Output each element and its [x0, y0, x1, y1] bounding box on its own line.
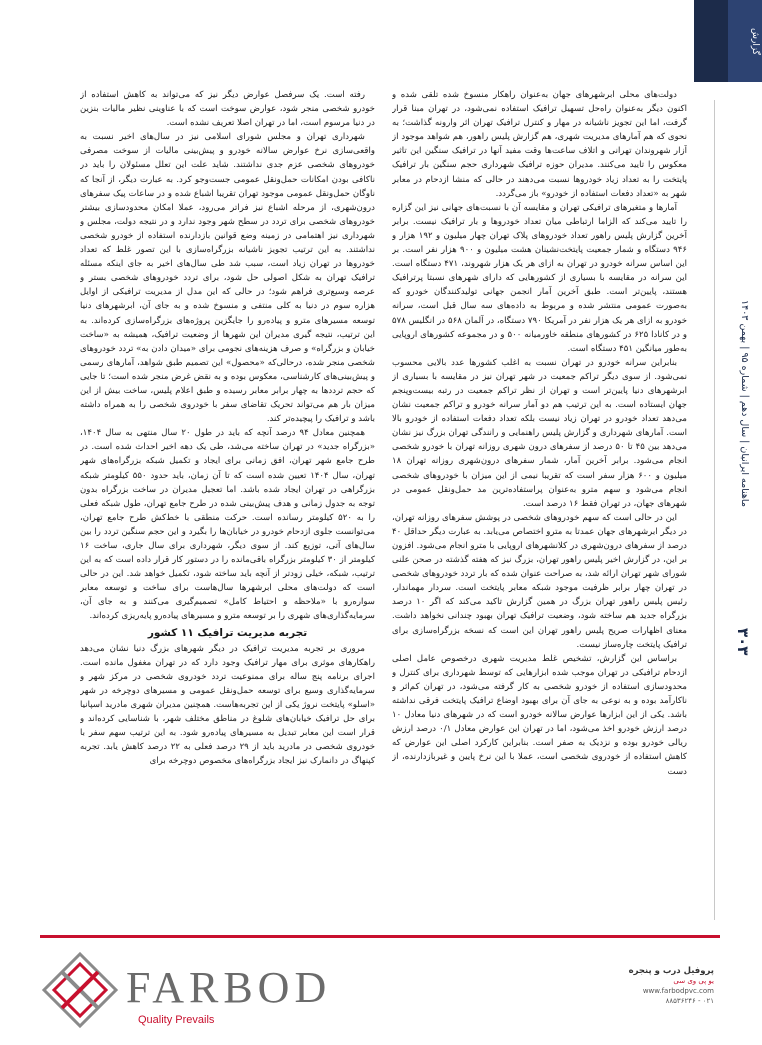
paragraph: این در حالی است که سهم خودروهای شخصی در پوشش سفرهای روزانه تهران، در دیگر ابرشهرهای جهان عمدتا به مترو اختصاص می‌یابد. به عبارت دیگر حداقل ۴۰ درصد از سفرهای درون‌شهری در کلانشهرهای اروپایی با مترو انجام می‌شود. افزون بر این، در گزارش اخیر پلیس راهور تهران، بزرگ نیز که هفته گذشته در صحن علنی شورای شهر تهران ارائه شد، به صراحت عنوان شده که بار تردد خودروهای شخصی در تهران چهار برابر ظرفیت موجود شبکه معابر پایتخت است. سردار مهماندار، رئیس پلیس راهور تهران بزرگ در همین گزارش تاکید می‌کند که اگر ۱۰ درصد بزرگراه جدید هم ساخته شود، وضعیت ترافیک تهران بهبود چندانی نخواهد داشت. معنای اظهارات صریح پلیس راهور تهران این است که نسخه بزرگراه‌سازی برای ترافیک پایتخت چاره‌ساز نیست.	[392, 512, 687, 650]
brand-name: FARBOD	[126, 963, 332, 1012]
paragraph: دولت‌های محلی ابرشهرهای جهان به‌عنوان راهکار منسوخ شده تلقی شده و اکنون دیگر به‌عنوان راه‌حل تسهیل ترافیک استفاده نمی‌شود، در تهران مبنا قرار گرفت، اما این تجویز ناشیانه در مهار و کنترل ترافیک تهران اثر وارونه گذاشت؛ به نحوی که هم آمارهای مدیریت شهری، هم گزارش پلیس راهور، هم شواهد موجود از آزار شهروندان تهرانی و اتلاف ساعت‌ها وقت مفید آنها در ترافیک سنگین این تاثیر معکوس را تایید می‌کنند. مدیران حوزه ترافیک شهرداری حجم سنگین بار ترافیک پایتخت را به تعداد زیاد خودروها نسبت می‌دهند در حالی که منشا ازدحام در معابر شهر به «تعداد دفعات استفاده از خودرو» باز می‌گردد.	[392, 90, 687, 199]
paragraph: شهرداری تهران و مجلس شورای اسلامی نیز در سال‌های اخیر نسبت به واقعی‌سازی نرخ عوارض سالانه خودرو و پیش‌بینی مالیات از سوخت مصرفی خودروهای شخصی عزم جدی نداشتند. شاید علت این تعلل مسئولان را باید در ناکافی بودن امکانات حمل‌ونقل عمومی جست‌وجو کرد. به عبارت دیگر، از آنجا که ناوگان حمل‌ونقل عمومی موجود تهران تقریبا اشباع شده و در ساعات پیک سفرهای درون‌شهری، از مرحله اشباع نیز فراتر می‌رود، عملا امکان محدودسازی بیشتر خودروهای شخصی برای تردد در سطح شهر وجود ندارد و در نتیجه دولت، مجلس و شهرداری نیز اهتمامی در زمینه وضع قوانین بازدارنده استفاده از خودرو شخصی نداشتند. به این ترتیب تجویز ناشیانه بزرگراه‌سازی با این تصور غلط که تعداد خودروها در تهران زیاد است، سبب شد طی سال‌های اخیر به جای اینکه مسئله ترافیک تهران به شکل اصولی حل شود، برای تردد خودروهای شخصی بستر و عرصه وسیع‌تری فراهم شود؛ در حالی که این مدل از مدیریت ترافیکی از اوایل هزاره سوم در دنیا به کلی منتفی و منسوخ شده و به جای آن، ابرشهرهای دنیا توسعه مسیرهای مترو و پیاده‌رو را جایگزین پروژه‌های بزرگراه‌سازی کرده‌اند. به این ترتیب، نتیجه گیری مدیران این شهرها از وضعیت ترافیک، همیشه به «ساخت خیابان و بزرگراه» و صرف هزینه‌های نجومی برای «میدان دادن به» تردد خودروهای شخصی منجر شده، درحالی‌که «محصول» این تصمیم طبق شواهد، آمارهای رسمی و پیش‌بینی‌های کارشناسی، معکوس بوده و به نقض غرض منجر شده است؛ تا جایی که حجم ترددها به چهار برابر معابر رسیده و طبق اعلام پلیس، ساخت بیش از این میزان بار هم می‌تواند تحریک تقاضای سفر با خودروی شخصی را به همراه داشته باشد و ترافیک را پیچیده‌تر کند.	[80, 132, 375, 425]
ad-line: یو پی وی سی	[673, 977, 714, 985]
farbod-logo-icon	[40, 950, 120, 1030]
paragraph: همچنین معادل ۹۴ درصد آنچه که باید در طول ۲۰ سال منتهی به سال ۱۴۰۴، «بزرگراه جدید» در تهران ساخته می‌شد، طی یک دهه اخیر احداث شده است. در طرح جامع شهر تهران، افق زمانی برای ایجاد و تکمیل شبکه بزرگراه‌های شهر تهران، سال ۱۴۰۴ تعیین شده است که تا آن زمان، باید حدود ۵۵۰ کیلومتر شبکه بزرگراهی در تهران ایجاد شده باشد. اما تعجیل مدیران در ساخت بزرگراه بدون توجه به جدول زمانی و هدف پیش‌بینی شده در طرح جامع تهران، طول شبکه فعلی را به ۵۲۰ کیلومتر رسانده است. حرکت منطقی با خط‌کش طرح جامع تهران، می‌توانست جلوی ازدحام خودرو در خیابان‌ها را بگیرد و این حجم سنگین تردد را بین سال‌های آتی، توزیع کند. از سوی دیگر، شهرداری برای سال جاری، ساخت ۱۶ کیلومتر از ۳۰ کیلومتر بزرگراه باقی‌مانده را در دستور کار قرار داده است که به این ترتیب، شبکه، خیلی زودتر از آنچه باید ساخته شود، تکمیل خواهد شد. این در حالی است که دولت‌های محلی ابرشهرها سال‌هاست برای ساخت و توسعه معابر سواره‌رو با «ملاحظه و احتیاط کامل» تصمیم‌گیری می‌کنند و به جای آن، سرمایه‌گذاری‌های شهری را بر توسعه مترو و مسیرهای پیاده‌رو پایه‌ریزی کرده‌اند.	[80, 428, 375, 622]
side-divider	[714, 100, 715, 920]
paragraph: بنابراین سرانه خودرو در تهران نسبت به اغلب کشورها عدد بالایی محسوب نمی‌شود. از سوی دیگر تراکم جمعیت در شهر تهران نیز در مقایسه با بسیاری از ابرشهرهای دنیا پایین‌تر است و تهران از نظر تراکم جمعیت در رتبه بیست‌وپنجم جهان ایستاده است. به این ترتیب هم دو آمار سرانه خودرو و تراکم جمعیت نشان می‌دهد تعداد خودرو در تهران زیاد نیست بلکه تعداد دفعات استفاده از خودرو بالا است. آمارهای شهرداری و گزارش پلیس راهنمایی و رانندگی تهران بزرگ نیز نشان می‌دهد بین ۴۵ تا ۵۰ درصد از سفرهای درون شهری روزانه تهران با خودرو شخصی انجام می‌شود. برابر آخرین آمار، شمار سفرهای درون‌شهری روزانه تهران ۱۸ میلیون و ۶۰۰ هزار سفر است که تقریبا نیمی از این میزان با خودروهای شخصی انجام می‌شود و سهم مترو به‌عنوان پراستفاده‌ترین مد حمل‌ونقل عمومی در شهرهای جهان، در تهران فقط ۱۶ درصد است.	[392, 357, 687, 509]
brand-slogan: Quality Prevails	[138, 1014, 215, 1026]
paragraph: براساس این گزارش، تشخیص غلط مدیریت شهری درخصوص عامل اصلی ازدحام ترافیکی در تهران موجب شده ابزارهایی که توسط شهرداری برای کنترل و محدودسازی استفاده از خودرو شخصی به کار گرفته می‌شود، در تهران کم‌اثر و ناکارآمد بوده و به نوعی به جای آن برای بهبود اوضاع ترافیک پایتخت فرقی نداشته باشد. یکی از این ابزارها عوارض سالانه خودرو است که در شهرهای دنیا معادل ۱۰ درصد ارزش خودرو اخذ می‌شود، اما در تهران این عوارض معادل ۰/۱ درصد ارزش ریالی خودرو بوده و نزدیک به صفر است. بنابراین کارکرد اصلی این عوارض که کاهش استفاده از خودروی شخصی است، عملا با این نرخ پایین و غیربازدارنده، از دست	[392, 653, 687, 777]
ad-phone: ۰۲۱ - ۸۸۵۳۶۲۴۶	[665, 997, 714, 1005]
page-number: ۳۰۳	[734, 628, 752, 656]
ad-title: پروفیل درب و پنجره	[628, 966, 714, 976]
ad-info	[576, 966, 714, 1028]
section-tab	[694, 0, 762, 82]
ad-website: www.farbodpvc.com	[642, 987, 714, 995]
article-column-right	[392, 88, 687, 918]
paragraph: مروری بر تجربه مدیریت ترافیک در دیگر شهرهای بزرگ دنیا نشان می‌دهد راهکارهای موثری برای مهار ترافیک وجود دارد که در تهران مغفول مانده است. اجرای برنامه پنج ساله برای ممنوعیت تردد خودروی شخصی در مرکز شهر و سرمایه‌گذاری وسیع برای توسعه حمل‌ونقل عمومی و مسیرهای دوچرخه در شهر «اسلو» پایتخت نروژ یکی از این تجربه‌هاست. همچنین مدیران شهری مادرید اسپانیا برای حل ترافیک خیابان‌های شلوغ در مناطق مختلف شهر، با شناسایی کرده‌اند و قرار است این معابر تبدیل به مسیرهای پیاده‌رو شود. به این ترتیب سهم سفر با خودروی شخصی در مادرید باید از ۲۹ درصد فعلی به ۲۲ درصد کاهش یابد. تجربه کپنهاگ در دانمارک نیز ایجاد بزرگراه‌های مخصوص دوچرخه برای	[80, 643, 375, 767]
article-column-left	[80, 88, 375, 918]
paragraph: آمارها و متغیرهای ترافیکی تهران و مقایسه آن با نسبت‌های جهانی نیز این گزاره را تایید می‌کند که الزاما ارتباطی میان تعداد خودروها و بار ترافیک نیست. برابر آخرین گزارش پلیس راهور تعداد خودروهای پلاک تهران چهار میلیون و ۱۹۲ هزار و ۹۴۶ دستگاه و شمار جمعیت پایتخت‌نشینان هشت میلیون و ۹۰۰ هزار نفر است. بر این اساس سرانه خودرو در تهران به ازای هر یک هزار شهروند، ۴۷۱ دستگاه است. این سرانه در مقایسه با بسیاری از کشورهایی که دارای شهرهای نسبتا پرترافیک هستند، پایین‌تر است. طبق آخرین آمار انجمن جهانی تولیدکنندگان خودرو که به‌صورت عمومی منتشر شده و مربوط به داده‌های سه سال قبل است، سرانه خودرو به ازای هر یک هزار نفر در آمریکا ۷۹۰ دستگاه، در آلمان ۵۶۸ در انگلیس ۵۷۸ و در کانادا ۶۲۵ در کشورهای منطقه خاورمیانه ۵۰۰ و در مجموعه کشورهای اروپایی به‌طور میانگین ۴۵۱ دستگاه است.	[392, 202, 687, 354]
footer-divider	[40, 935, 720, 938]
paragraph: رفته است. یک سرفصل عوارض دیگر نیز که می‌تواند به کاهش استفاده از خودرو شخصی منجر شود، عوارض سوخت است که با عناوینی نظیر مالیات بنزین در دنیا مرسوم است، اما در تهران اصلا تعریف نشده است.	[80, 90, 375, 129]
running-header: ماهنامه ایرانیان | سال دهم | شماره ۹۵ | بهمن ۱۴۰۳	[739, 300, 750, 507]
section-heading: تجربه مدیریت ترافیک ۱۱ کشور	[147, 626, 308, 639]
section-tab-label: گزارش	[750, 28, 760, 56]
